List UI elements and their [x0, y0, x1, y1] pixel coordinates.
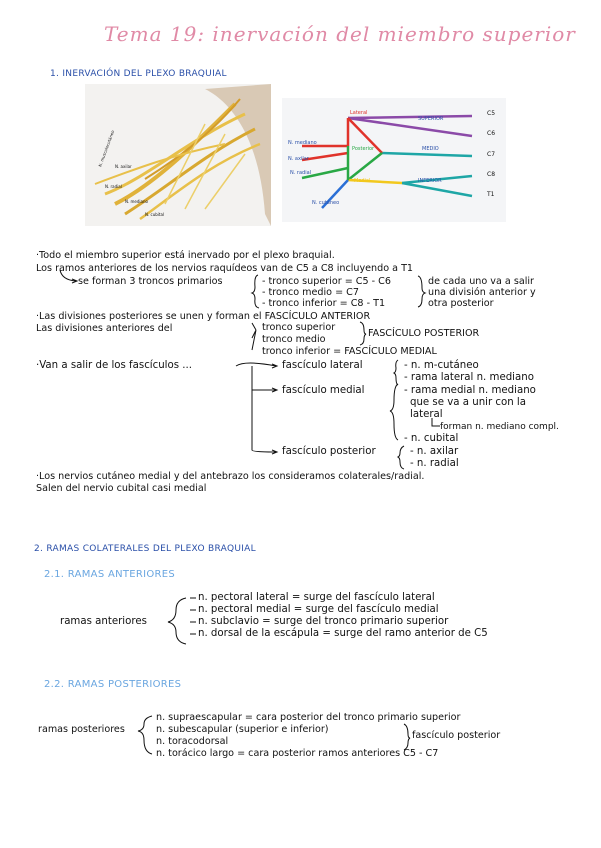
note-line: FASCÍCULO POSTERIOR: [368, 328, 480, 339]
note-line: Los ramos anteriores de los nervios raquídeos van de C5 a C8 incluyendo a T1: [36, 263, 414, 274]
note-line: que se va a unir con la: [410, 397, 527, 408]
subsection-heading: 2.2. RAMAS POSTERIORES: [44, 679, 182, 690]
trunk-label: SUPERIOR: [418, 116, 444, 122]
note-line: de cada uno va a salir: [428, 276, 534, 287]
section-heading-2: 2. RAMAS COLATERALES DEL PLEXO BRAQUIAL: [34, 544, 256, 554]
root-label: C8: [487, 171, 496, 178]
anatomy-label: N. mediano: [125, 199, 148, 204]
list-item: n. torácico largo = cara posterior ramos anteriores C5 - C7: [156, 748, 439, 759]
section-heading-1: 1. INERVACIÓN DEL PLEXO BRAQUIAL: [50, 69, 227, 79]
list-item: n. pectoral lateral = surge del fascículo lateral: [198, 592, 435, 603]
note-line: ·Los nervios cutáneo medial y del antebrazo los consideramos colaterales/radial.: [36, 471, 425, 482]
list-item: n. subclavio = surge del tronco primario superior: [198, 616, 449, 627]
list-item: n. toracodorsal: [156, 736, 229, 747]
note-line: fascículo medial: [282, 385, 365, 396]
note-line: otra posterior: [428, 298, 494, 309]
note-line: Las divisiones anteriores del: [36, 323, 173, 334]
note-line: Salen del nervio cubital casi medial: [36, 483, 207, 494]
note-line: - rama lateral n. mediano: [404, 372, 534, 383]
note-line: - n. cubital: [404, 433, 459, 444]
list-item: n. subescapular (superior e inferior): [156, 724, 329, 735]
note-line: - n. axilar: [410, 446, 459, 457]
nerve-label: N. radial: [290, 170, 312, 176]
page-title: Tema 19: inervación del miembro superior: [104, 22, 576, 46]
brace-label: fascículo posterior: [412, 730, 501, 741]
note-line: se forman 3 troncos primarios: [78, 276, 223, 287]
root-label: C6: [487, 130, 496, 137]
fascicle-label: Lateral: [350, 110, 368, 116]
trunk-label: MEDIO: [422, 146, 439, 152]
note-line: una división anterior y: [428, 287, 536, 298]
note-line: - tronco inferior = C8 - T1: [262, 298, 386, 309]
anatomy-label: N. musculocutáneo: [97, 129, 116, 168]
note-line: fascículo lateral: [282, 360, 363, 371]
note-line: - n. m-cutáneo: [404, 360, 479, 371]
note-line: - tronco superior = C5 - C6: [262, 276, 391, 287]
note-line: ·Las divisiones posteriores se unen y forman el FASCÍCULO ANTERIOR: [36, 311, 371, 322]
list-item: n. supraescapular = cara posterior del tronco primario superior: [156, 712, 461, 723]
note-line: tronco superior: [262, 322, 336, 333]
note-line: fascículo posterior: [282, 446, 376, 457]
root-label: T1: [487, 191, 495, 198]
nerve-label: N. cutáneo: [312, 200, 340, 206]
note-line: tronco medio: [262, 334, 326, 345]
note-line: ·Van a salir de los fascículos ...: [36, 360, 193, 371]
note-line: ·Todo el miembro superior está inervado por el plexo braquial.: [36, 250, 335, 261]
root-label: C7: [487, 151, 496, 158]
nerve-label: N. mediano: [288, 140, 317, 146]
note-line: lateral: [410, 409, 443, 420]
anatomy-label: N. radial: [105, 184, 122, 189]
fascicle-label: Medial: [354, 178, 371, 184]
group-label: ramas posteriores: [38, 724, 125, 735]
subsection-heading: 2.1. RAMAS ANTERIORES: [44, 569, 176, 580]
note-line: forman n. mediano compl.: [440, 422, 559, 432]
note-line: - rama medial n. mediano: [404, 385, 536, 396]
nerve-label: N. axilar: [288, 156, 309, 162]
anatomy-label: N. cubital: [145, 212, 165, 217]
note-line: tronco inferior = FASCÍCULO MEDIAL: [262, 346, 437, 357]
root-label: C5: [487, 110, 496, 117]
note-line: - tronco medio = C7: [262, 287, 359, 298]
trunk-label: INFERIOR: [418, 178, 442, 184]
group-label: ramas anteriores: [60, 616, 147, 627]
note-line: - n. radial: [410, 458, 459, 469]
fascicle-label: Posterior: [352, 146, 375, 152]
list-item: n. pectoral medial = surge del fascículo medial: [198, 604, 439, 615]
list-item: n. dorsal de la escápula = surge del ramo anterior de C5: [198, 628, 488, 639]
anatomy-label: N. axilar: [115, 164, 132, 169]
